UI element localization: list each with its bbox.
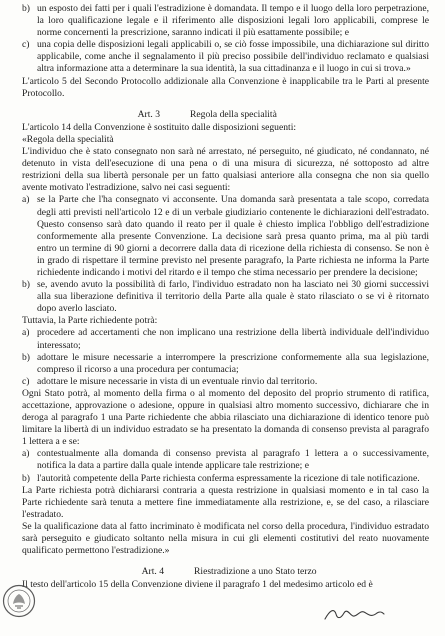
list-item xyxy=(22,352,429,376)
item-text: procedere ad accertamenti che non implicano una restrizione della libertà individuale dell'individuo interessato; xyxy=(37,327,429,351)
list-item xyxy=(22,327,429,351)
item-label: a) xyxy=(22,194,30,206)
article-3-paragraph-3: Ogni Stato potrà, al momento della firma o al momento del deposito del proprio strumento di ratifica, accettazione, approvazione o adesione, oppure in qualsiasi altro momento successivo, dichiarare che in deroga al paragrafo 1 una Parte richiedente che abbia rilasciato una dichiarazione di identico tenore può limitare la libertà di un individuo estradato se ha presentato la domanda di consenso prevista al paragrafo 1 lettera a e se: xyxy=(22,387,429,448)
item-label: b) xyxy=(22,3,30,14)
item-text: adottare le misure necessarie a interrompere la prescrizione conformemente alla sua legislazione, compreso il ricorso a una procedura per contumacia; xyxy=(37,351,429,375)
list-item xyxy=(22,3,429,39)
list-item xyxy=(22,473,429,485)
item-text: se la Parte che l'ha consegnato vi acconsente. Una domanda sarà presentata a tale scopo, corredata degli atti previsti nell'articolo 12 e di un verbale giudiziario contenente le dichiarazioni dell'estradato. Questo consenso sarà dato quando il reato per il quale è chiesto implica l'obbligo dell'estradizione conformemente alla presente Convenzione. La decisione sarà presa quanto prima, ma al più tardi entro un termine di 90 giorni a decorrere dalla data di ricezione della richiesta di consenso. Se non è in grado di rispettare il termine previsto nel presente paragrafo, la Parte richiesta ne informa la Parte richiedente indicando i motivi del ritardo e il tempo che stima necessario per prendere la decisione; xyxy=(37,194,429,278)
item-text: un esposto dei fatti per i quali l'estradizione è domandata. Il tempo e il luogo della loro perpetrazione, la loro qualificazione legale e il riferimento alle disposizioni legali loro applicabili, comprese le norme concernenti la prescrizione, saranno indicati il più esattamente possibile; e xyxy=(37,3,429,39)
article-3-paragraph-4: La Parte richiesta potrà dichiararsi contraria a questa restrizione in qualsiasi momento e in tal caso la Parte richiedente sarà tenuta a mettere fine immediatamente alla restrizione, e, se del caso, a rilasciare l'estradato. xyxy=(22,484,429,520)
item-label: b) xyxy=(22,472,30,484)
article-3-paragraph-1: L'individuo che è stato consegnato non sarà né arrestato, né perseguito, né giudicato, né condannato, né detenuto in vista dell'esecuzione di una pena o di una misura di sicurezza, né sottoposto ad altre restrizioni della sua libertà personale per un fatto qualsiasi anteriore alla consegna che non sia quello avente motivato l'estradizione, salvo nei casi seguenti: xyxy=(22,146,429,194)
quoted-rule-title: «Regola della specialità xyxy=(22,133,114,145)
article-title: Riestradizione a uno Stato terzo xyxy=(194,566,317,578)
article-3-paragraph-2: Tuttavia, la Parte richiedente potrà: xyxy=(22,315,158,327)
list-item xyxy=(22,376,429,388)
article-4-heading xyxy=(22,566,429,578)
item-label: c) xyxy=(22,375,30,387)
article-3-paragraph-5: Se la qualificazione data al fatto incriminato è modificata nel corso della procedura, l'individuo estradato sarà perseguito e giudicato soltanto nella misura in cui gli elementi costitutivi del reato nuovamente qualificato permettono l'estradizione.» xyxy=(22,520,429,557)
item-label: c) xyxy=(22,39,30,51)
item-text: l'autorità competente della Parte richiesta conferma espressamente la ricezione di tale notificazione. xyxy=(37,472,420,484)
article-title: Regola della specialità xyxy=(190,108,277,120)
item-text: una copia delle disposizioni legali applicabili o, se ciò fosse impossibile, una dichiarazione sul diritto applicabile, come anche il segnalamento il più preciso possibile dell'individuo reclamato e qualsiasi altra informazione atta a determinare la sua identità, la sua cittadinanza e il luogo in cui si trova.» xyxy=(37,39,429,75)
item-text: adottare le misure necessarie in vista di un eventuale rinvio dal territorio. xyxy=(37,375,318,387)
item-label: a) xyxy=(22,448,30,460)
intro-closing-paragraph: L'articolo 5 del Secondo Protocollo addizionale alla Convenzione è inapplicabile tra le Parti al presente Protocollo. xyxy=(22,75,429,99)
item-label: a) xyxy=(22,327,30,339)
item-text: contestualmente alla domanda di consenso prevista al paragrafo 1 lettera a o successivamente, notifica la data a partire dalla quale intende applicare tale restrizione; e xyxy=(37,448,429,472)
article-3-lead: L'articolo 14 della Convenzione è sostituito dalle disposizioni seguenti: xyxy=(22,121,297,133)
item-label: b) xyxy=(22,351,30,363)
item-label: b) xyxy=(22,279,30,291)
article-number: Art. 4 xyxy=(141,566,164,578)
list-item xyxy=(22,279,429,315)
item-text: se, avendo avuto la possibilità di farlo, l'individuo estradato non ha lasciato nei 30 giorni successivi alla sua liberazione definitiva il territorio della Parte alla quale è stato rilasciato o se vi è ritornato dopo averlo lasciato. xyxy=(37,279,429,315)
article-4-lead: Il testo dell'articolo 15 della Convenzione diviene il paragrafo 1 del medesimo articolo ed è xyxy=(22,579,373,591)
list-item xyxy=(22,194,429,279)
article-number: Art. 3 xyxy=(137,108,160,120)
list-item xyxy=(22,39,429,75)
list-item xyxy=(22,448,429,472)
official-seal-stamp-icon xyxy=(2,584,36,618)
handwritten-initials-icon xyxy=(322,604,386,626)
intro-items xyxy=(22,3,429,76)
article-3-heading xyxy=(22,109,429,121)
